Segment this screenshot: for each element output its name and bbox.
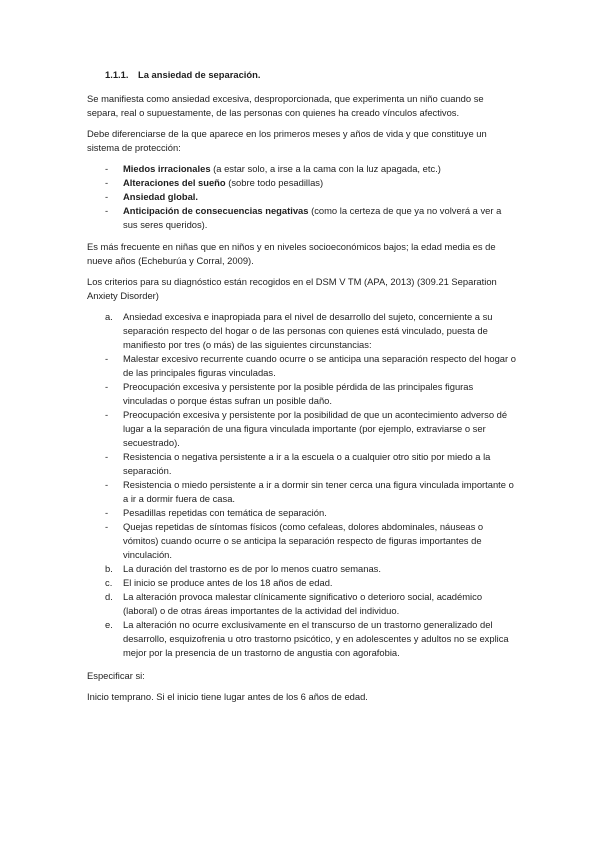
- criteria-marker: -: [105, 521, 109, 532]
- section-number: 1.1.1.: [105, 69, 129, 80]
- list-item-text: (a estar solo, a irse a la cama con la luz apagada, etc.): [210, 163, 441, 174]
- criteria-marker: a.: [105, 311, 113, 322]
- list-item-text: (sobre todo pesadillas): [225, 177, 324, 188]
- list-item-text: (como la certeza de que ya no volverá a ver a sus seres queridos).: [123, 205, 502, 230]
- criteria-marker: -: [105, 353, 109, 364]
- criteria-marker: -: [105, 507, 109, 518]
- criteria-marker: -: [105, 409, 109, 420]
- criteria-marker: d.: [105, 591, 113, 602]
- criteria-text: La duración del trastorno es de por lo menos cuatro semanas.: [123, 563, 381, 574]
- criteria-text: La alteración no ocurre exclusivamente en el transcurso de un trastorno generalizado del desarrollo, esquizofrenia u otro trastorno psicótico, y en adolescentes y adultos no se explica mejor por la presencia de un trastorno de angustia con agorafobia.: [123, 619, 509, 658]
- criteria-item: [87, 310, 517, 352]
- differentiation-paragraph: Debe diferenciarse de la que aparece en los primeros meses y años de vida y que constituye un sistema de protección:: [87, 128, 487, 153]
- dash-bullet: -: [105, 191, 109, 202]
- list-item: [87, 162, 517, 176]
- list-item: [87, 190, 517, 204]
- criteria-item: [87, 618, 517, 660]
- protection-list: [87, 162, 517, 232]
- criteria-text: Resistencia o negativa persistente a ir a la escuela o a cualquier otro sitio por miedo a la separación.: [123, 451, 491, 476]
- criteria-item: [87, 520, 517, 562]
- criteria-text: La alteración provoca malestar clínicamente significativo o deterioro social, académico (laboral) o de otras áreas importantes de la actividad del individuo.: [123, 591, 483, 616]
- criteria-text: Preocupación excesiva y persistente por la posible pérdida de las principales figuras vinculadas o porque éstas sufran un posible daño.: [123, 381, 474, 406]
- criteria-marker: c.: [105, 577, 113, 588]
- criteria-text: El inicio se produce antes de los 18 años de edad.: [123, 577, 333, 588]
- dash-bullet: -: [105, 163, 109, 174]
- list-item: [87, 204, 517, 232]
- criteria-text: Malestar excesivo recurrente cuando ocurre o se anticipa una separación respecto del hogar o de las principales figuras vinculadas.: [123, 353, 516, 378]
- criteria-item: [87, 408, 517, 450]
- document-page: [87, 68, 517, 711]
- criteria-item: [87, 450, 517, 478]
- criteria-item: [87, 352, 517, 380]
- list-item-bold: Anticipación de consecuencias negativas: [123, 205, 309, 216]
- specify-paragraph: Especificar si:: [87, 670, 145, 681]
- criteria-item: [87, 506, 517, 520]
- criteria-text: Resistencia o miedo persistente a ir a dormir sin tener cerca una figura vinculada importante o a ir a dormir fuera de casa.: [123, 479, 514, 504]
- section-heading: [105, 68, 517, 82]
- criteria-marker: e.: [105, 619, 113, 630]
- list-item-bold: Alteraciones del sueño: [123, 177, 226, 188]
- criteria-item: [87, 562, 517, 576]
- criteria-intro-paragraph: Los criterios para su diagnóstico están recogidos en el DSM V TM (APA, 2013) (309.21 Separation Anxiety Disorder): [87, 276, 497, 301]
- criteria-marker: -: [105, 451, 109, 462]
- early-onset-paragraph: Inicio temprano. Si el inicio tiene lugar antes de los 6 años de edad.: [87, 691, 368, 702]
- intro-paragraph: Se manifiesta como ansiedad excesiva, desproporcionada, que experimenta un niño cuando se separa, real o supuestamente, de las personas con quienes ha creado vínculos afectivos.: [87, 93, 484, 118]
- criteria-text: Preocupación excesiva y persistente por la posibilidad de que un acontecimiento adverso dé lugar a la separación de una figura vinculada importante (por ejemplo, extraviarse o ser secuestrado).: [123, 409, 508, 448]
- criteria-list: [87, 310, 517, 660]
- criteria-text: Quejas repetidas de síntomas físicos (como cefaleas, dolores abdominales, náuseas o vómitos) cuando ocurre o se anticipa la separación respecto de figuras importantes de vinculación.: [123, 521, 484, 560]
- criteria-text: Ansiedad excesiva e inapropiada para el nivel de desarrollo del sujeto, concerniente a su separación respecto del hogar o de las personas con quienes está vinculado, puesta de manifiesto por tres (o más) de las siguientes circunstancias:: [123, 311, 493, 350]
- list-item-bold: Miedos irracionales: [123, 163, 211, 174]
- frequency-paragraph: Es más frecuente en niñas que en niños y en niveles socioeconómicos bajos; la edad media es de nueve años (Echeburúa y Corral, 2009).: [87, 241, 496, 266]
- criteria-item: [87, 380, 517, 408]
- criteria-item: [87, 590, 517, 618]
- criteria-marker: b.: [105, 563, 113, 574]
- dash-bullet: -: [105, 205, 109, 216]
- criteria-marker: -: [105, 381, 109, 392]
- list-item: [87, 176, 517, 190]
- criteria-text: Pesadillas repetidas con temática de separación.: [123, 507, 327, 518]
- dash-bullet: -: [105, 177, 109, 188]
- criteria-item: [87, 478, 517, 506]
- criteria-item: [87, 576, 517, 590]
- criteria-marker: -: [105, 479, 109, 490]
- list-item-bold: Ansiedad global.: [123, 191, 199, 202]
- section-title: La ansiedad de separación.: [138, 69, 261, 80]
